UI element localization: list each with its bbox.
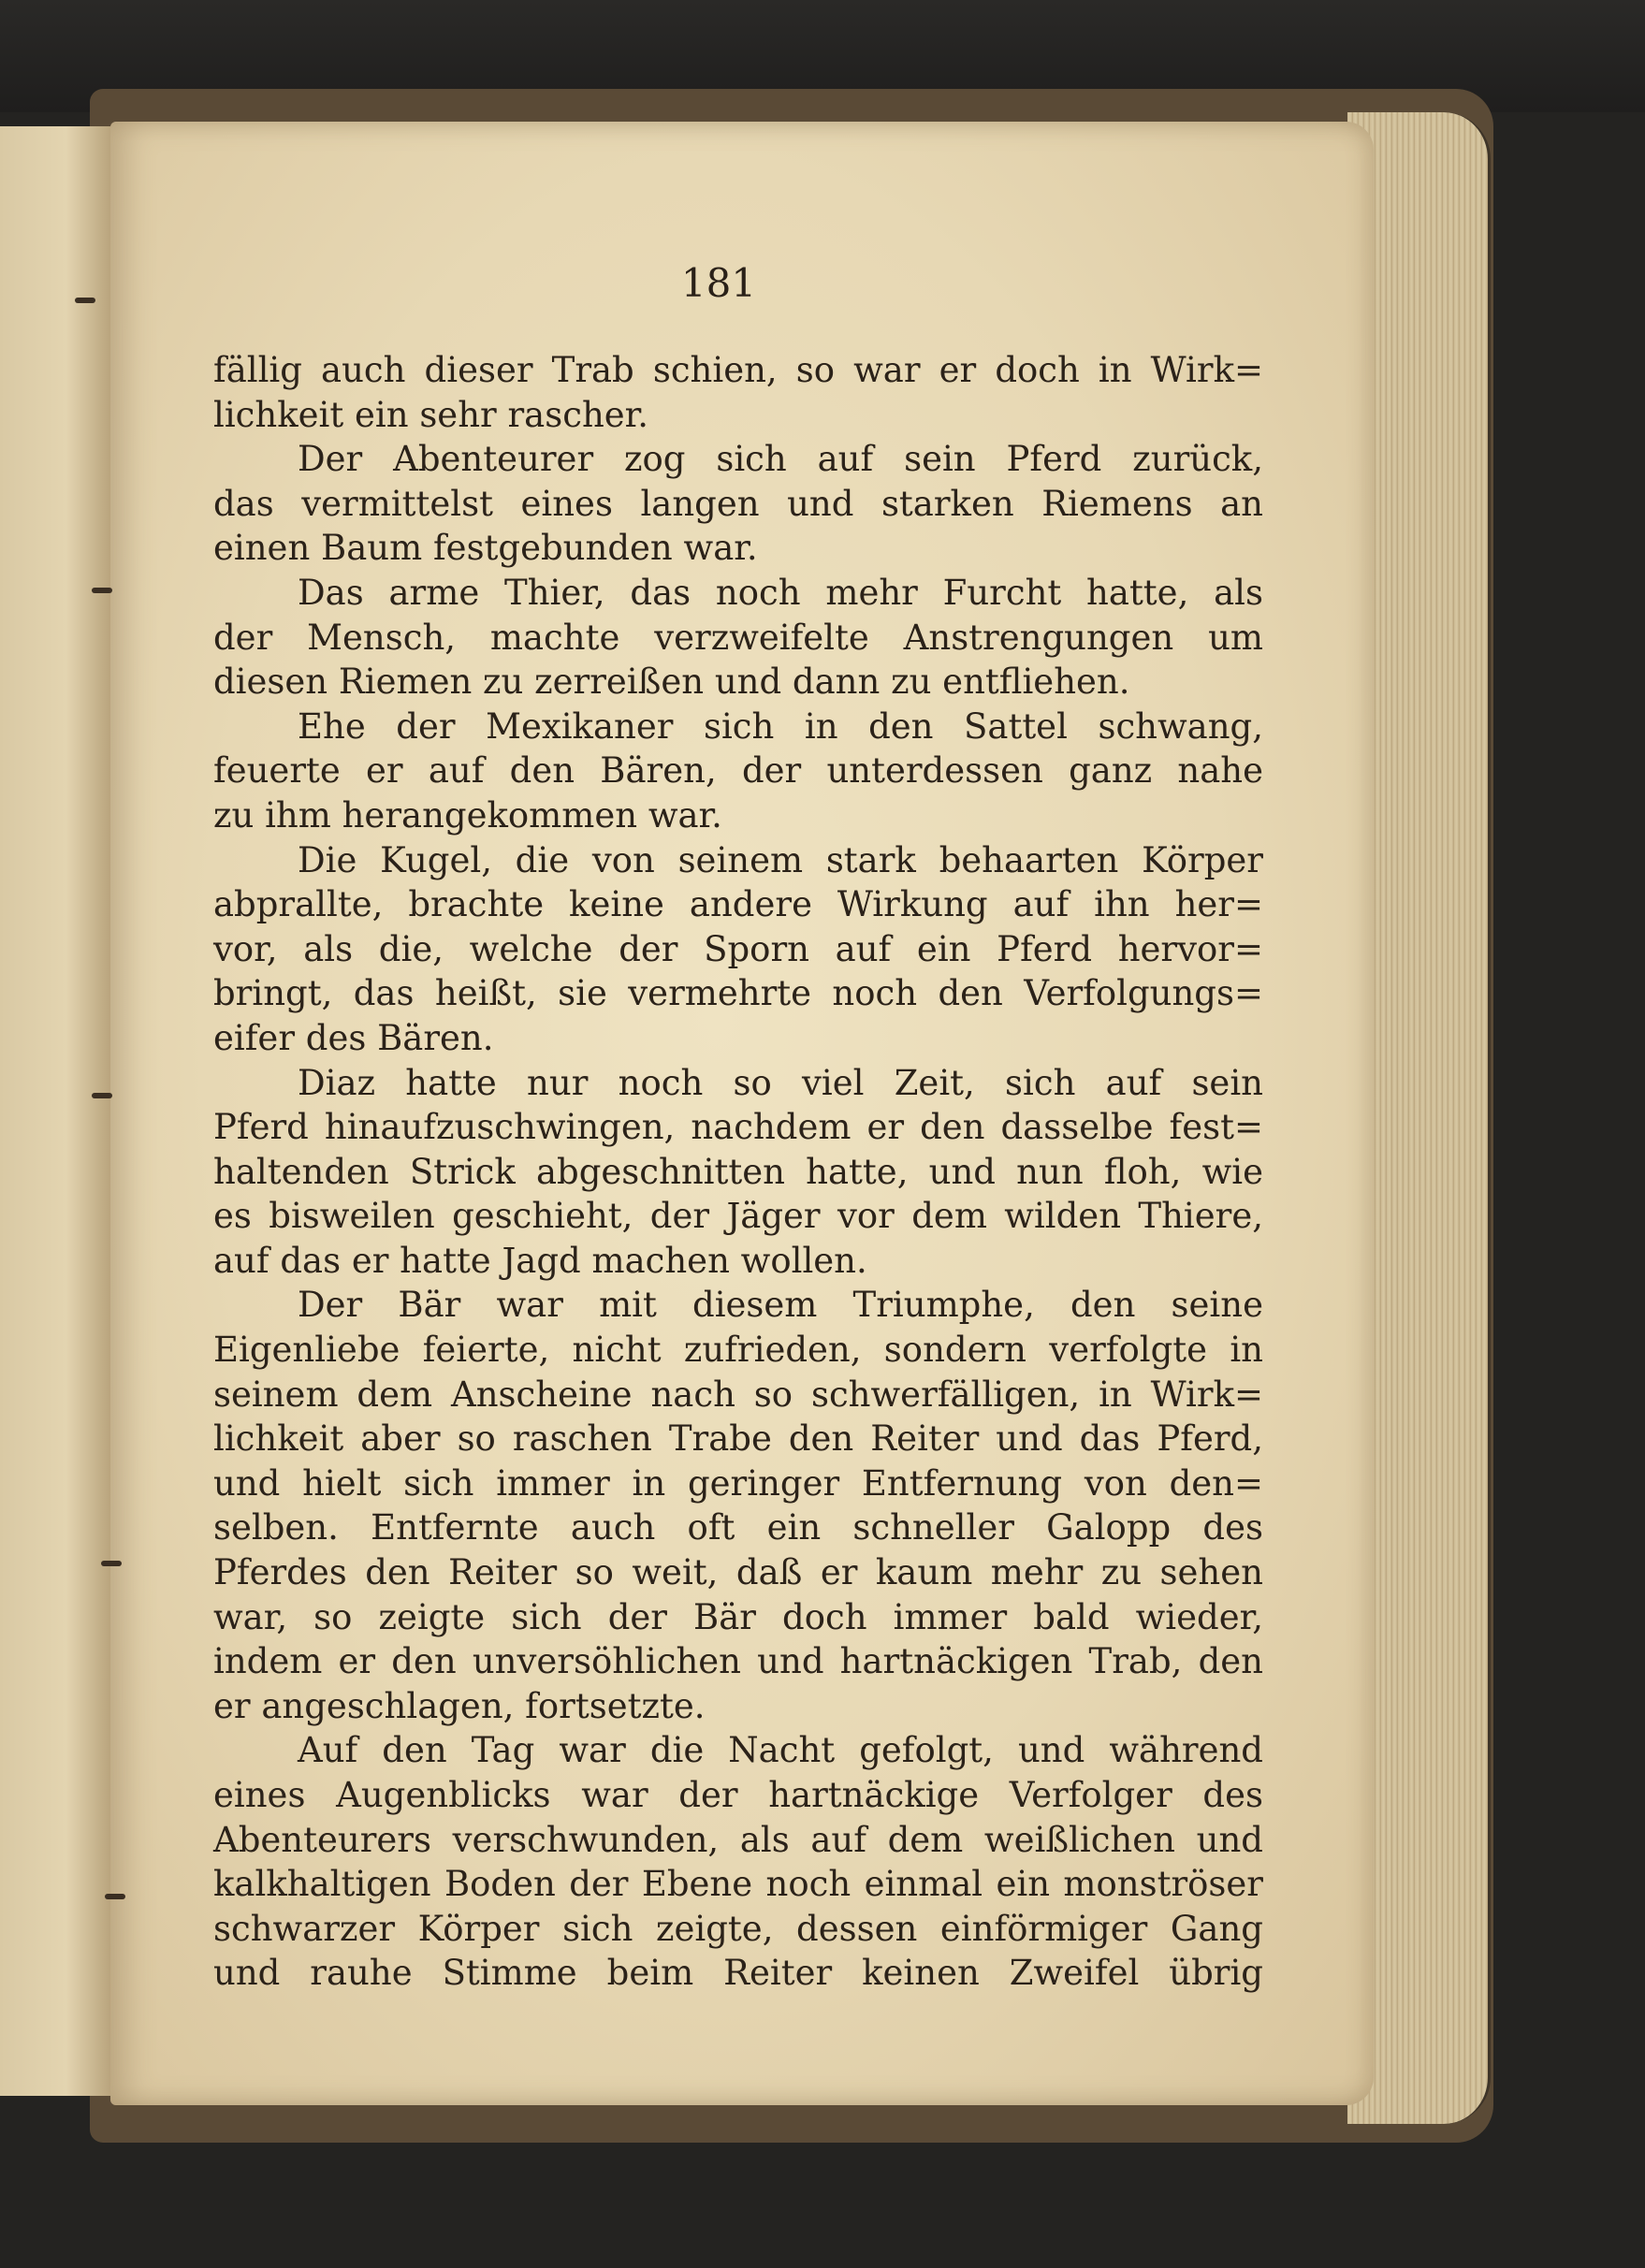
text-line: feuerte er auf den Bären, der unterdessen ganz nahe	[213, 750, 1263, 792]
text-line: das vermittelst eines langen und starken Riemens an	[213, 483, 1263, 524]
binding-thread-mark	[105, 1894, 125, 1899]
body-text	[213, 348, 1263, 1996]
text-line: Der Abenteurer zog sich auf sein Pferd zurück,	[298, 439, 1263, 480]
text-line: Ehe der Mexikaner sich in den Sattel schwang,	[298, 705, 1263, 747]
text-line: der Mensch, machte verzweifelte Anstrengungen um	[213, 617, 1263, 658]
text-line: eifer des Bären.	[213, 1017, 494, 1058]
text-line: Auf den Tag war die Nacht gefolgt, und während	[298, 1730, 1263, 1771]
text-line: es bisweilen geschieht, der Jäger vor dem wilden Thiere,	[213, 1196, 1263, 1237]
text-line: lichkeit aber so raschen Trabe den Reiter und das Pferd,	[213, 1418, 1263, 1460]
text-line: war, so zeigte sich der Bär doch immer bald wieder,	[213, 1596, 1263, 1637]
text-line: er angeschlagen, fortsetzte.	[213, 1685, 706, 1726]
text-line: haltenden Strick abgeschnitten hatte, und nun floh, wie	[213, 1151, 1263, 1192]
left-page-edge	[0, 126, 113, 2096]
text-line: seinem dem Anscheine nach so schwerfälligen, in Wirk=	[213, 1374, 1263, 1415]
text-line: indem er den unversöhlichen und hartnäckigen Trab, den	[213, 1641, 1263, 1682]
text-line: Pferdes den Reiter so weit, daß er kaum mehr zu sehen	[213, 1552, 1263, 1593]
text-line: und hielt sich immer in geringer Entfernung von den=	[213, 1462, 1263, 1504]
text-line: abprallte, brachte keine andere Wirkung auf ihn her=	[213, 884, 1263, 925]
text-line: auf das er hatte Jagd machen wollen.	[213, 1240, 867, 1281]
text-line: und rauhe Stimme beim Reiter keinen Zweifel übrig	[213, 1953, 1263, 1994]
text-line: einen Baum festgebunden war.	[213, 528, 758, 569]
text-line: Das arme Thier, das noch mehr Furcht hatte, als	[298, 572, 1263, 613]
binding-thread-mark	[101, 1561, 122, 1566]
binding-thread-mark	[75, 298, 95, 303]
text-line: Eigenliebe feierte, nicht zufrieden, sondern verfolgte in	[213, 1330, 1263, 1371]
text-line: vor, als die, welche der Sporn auf ein Pferd hervor=	[213, 928, 1263, 969]
text-line: Pferd hinaufzuschwingen, nachdem er den dasselbe fest=	[213, 1107, 1263, 1148]
text-line: Die Kugel, die von seinem stark behaarten Körper	[298, 839, 1263, 880]
text-line: Der Bär war mit diesem Triumphe, den seine	[298, 1285, 1263, 1326]
text-line: schwarzer Körper sich zeigte, dessen einförmiger Gang	[213, 1908, 1263, 1949]
text-line: lichkeit ein sehr rascher.	[213, 394, 649, 435]
binding-thread-mark	[92, 1093, 112, 1098]
text-line: Abenteurers verschwunden, als auf dem weißlichen und	[213, 1819, 1263, 1860]
text-line: eines Augenblicks war der hartnäckige Verfolger des	[213, 1775, 1263, 1815]
text-line: diesen Riemen zu zerreißen und dann zu entfliehen.	[213, 662, 1130, 703]
text-line: kalkhaltigen Boden der Ebene noch einmal ein monströser	[213, 1864, 1263, 1905]
text-line: selben. Entfernte auch oft ein schneller Galopp des	[213, 1507, 1263, 1548]
text-line: zu ihm herangekommen war.	[213, 794, 722, 836]
text-line: Diaz hatte nur noch so viel Zeit, sich auf sein	[298, 1062, 1263, 1103]
binding-thread-mark	[92, 588, 112, 593]
text-line: fällig auch dieser Trab schien, so war er doch in Wirk=	[213, 350, 1263, 390]
page-number: 181	[680, 260, 757, 306]
text-line: bringt, das heißt, sie vermehrte noch den Verfolgungs=	[213, 973, 1263, 1014]
